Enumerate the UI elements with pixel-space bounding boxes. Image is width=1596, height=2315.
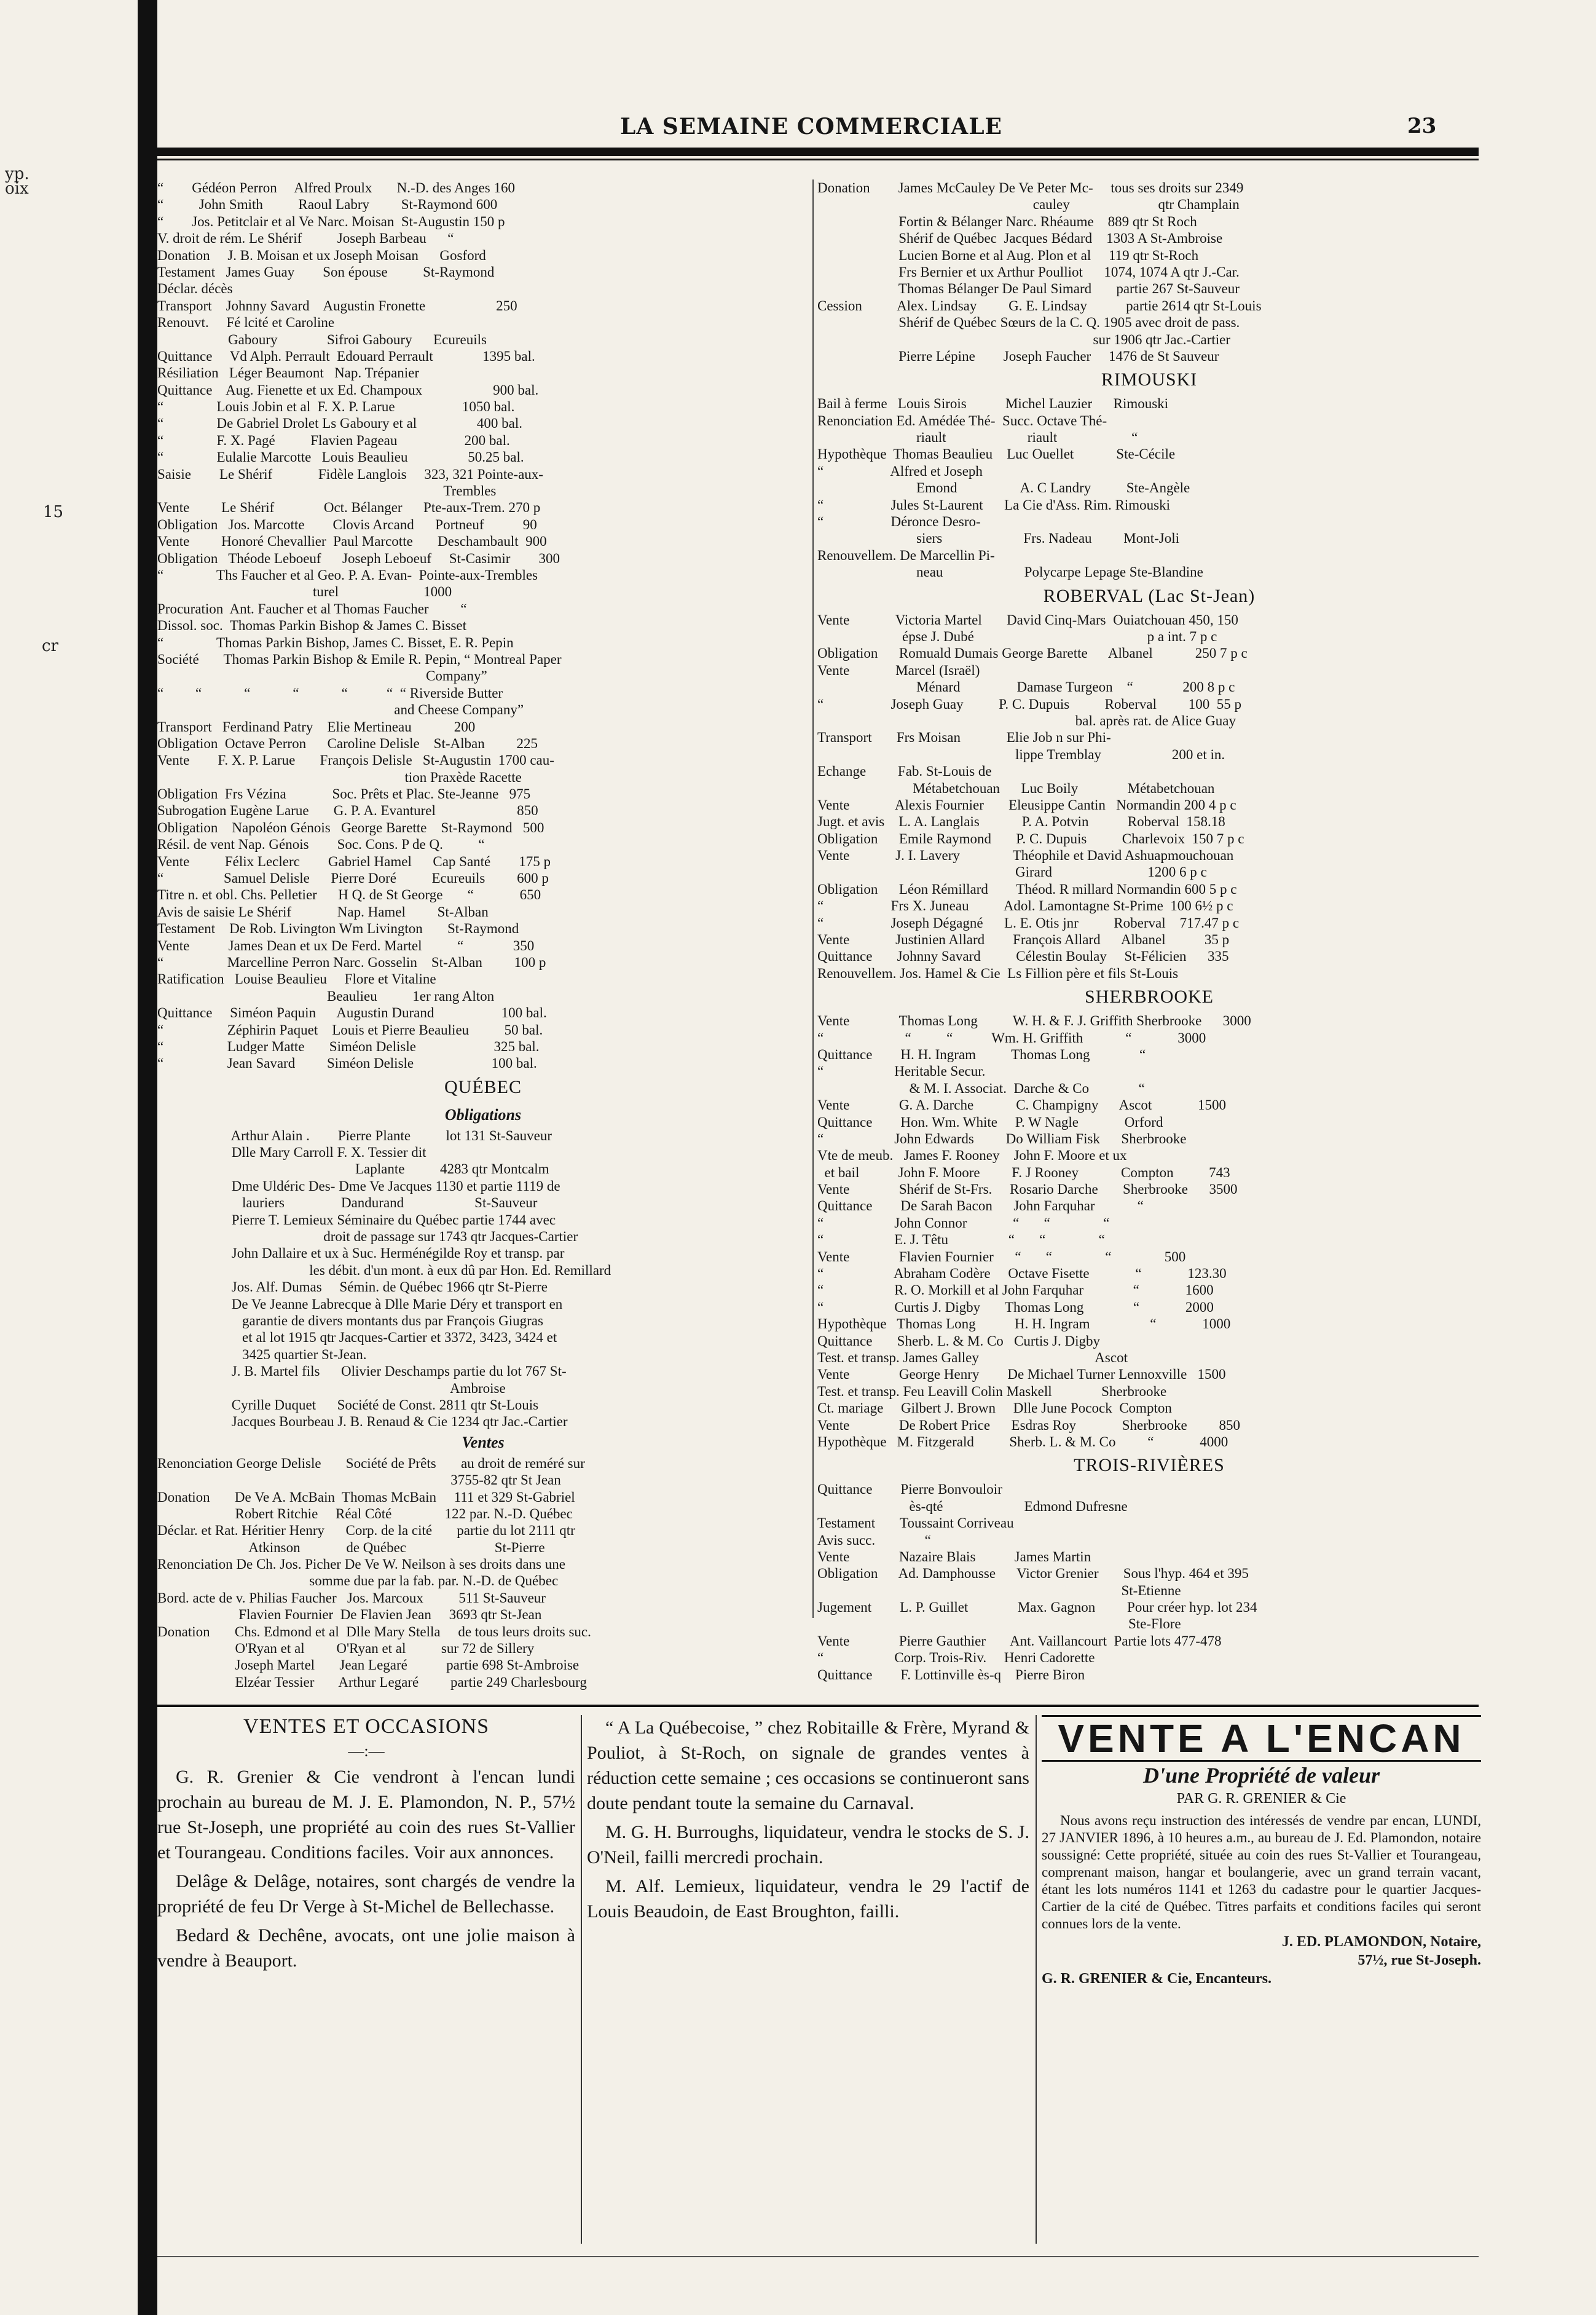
register-line: Cession Alex. Lindsay G. E. Lindsay partie 2614 qtr St-Louis	[817, 298, 1262, 314]
register-line: Ménard Damase Turgeon “ 200 8 p c	[817, 679, 1235, 695]
subsection-title: Obligations	[444, 1105, 522, 1124]
register-line: Obligation Emile Raymond P. C. Dupuis Charlevoix 150 7 p c	[817, 830, 1244, 846]
register-line: épse J. Dubé p a int. 7 p c	[817, 628, 1217, 644]
register-line: et bail John F. Moore F. J Rooney Compton 743	[817, 1164, 1230, 1180]
register-line: Vente Victoria Martel David Cinq-Mars Ouiatchouan 450, 150	[817, 612, 1238, 628]
register-line: Renonciation George Delisle Société de Prêts au droit de reméré sur	[157, 1455, 585, 1471]
register-line: Quittance Vd Alph. Perrault Edouard Perrault 1395 bal.	[157, 348, 535, 364]
register-line: Résiliation Léger Beaumont Nap. Trépanier	[157, 365, 420, 381]
ad-paragraph: “ A La Québecoise, ” chez Robitaille & Frère, Myrand & Pouliot, à St-Roch, on signale de grandes ventes à réduction cette semaine ; ces occasions se continueront sans doute pendant toute la semaine du Carnaval.	[587, 1718, 1029, 1813]
ad-separator	[581, 1715, 582, 2244]
register-line: Vente Alexis Fournier Eleusippe Cantin Normandin 200 4 p c	[817, 797, 1236, 813]
register-line: Vente J. I. Lavery Théophile et David Ashuapmouchouan	[817, 848, 1234, 864]
register-line: “ Jean Savard Siméon Delisle 100 bal.	[157, 1055, 537, 1071]
register-line: Subrogation Eugène Larue G. P. A. Evanturel 850	[157, 803, 538, 819]
newspaper-title: LA SEMAINE COMMERCIALE	[620, 114, 1002, 140]
register-line: Renouvellem. Jos. Hamel & Cie Ls Fillion père et fils St-Louis	[817, 965, 1179, 981]
register-line: “ Jos. Petitclair et al Ve Narc. Moisan St-Augustin 150 p	[157, 213, 505, 229]
register-line: & M. I. Associat. Darche & Co “	[817, 1080, 1145, 1096]
register-line: “ John Connor “ “ “	[817, 1215, 1110, 1231]
register-line: Vente Justinien Allard François Allard Albanel 35 p	[817, 932, 1230, 948]
ad-paragraph: M. Alf. Lemieux, liquidateur, vendra le 29 l'actif de Louis Beaudoin, de East Broughton, failli.	[587, 1876, 1029, 1922]
register-line: Donation James McCauley De Ve Peter Mc- tous ses droits sur 2349	[817, 180, 1244, 195]
register-line: Thomas Bélanger De Paul Simard partie 267 St-Sauveur	[817, 281, 1240, 297]
register-line: Laplante 4283 qtr Montcalm	[157, 1161, 549, 1177]
register-line: Quittance De Sarah Bacon John Farquhar “	[817, 1198, 1144, 1214]
register-line: “ Eulalie Marcotte Louis Beaulieu 50.25 bal.	[157, 449, 524, 465]
register-line: Vente Le Shérif Oct. Bélanger Pte-aux-Trem. 270 p	[157, 500, 541, 516]
register-line: Déclar. et Rat. Héritier Henry Corp. de la cité partie du lot 2111 qtr	[157, 1523, 575, 1539]
auction-signature: G. R. GRENIER & Cie, Encanteurs.	[1042, 1971, 1272, 1987]
register-line: Donation Chs. Edmond et al Dlle Mary Stella de tous leurs droits suc.	[157, 1623, 591, 1639]
register-line: Girard 1200 6 p c	[817, 864, 1207, 880]
ad-ventes-occasions	[157, 1715, 575, 2244]
register-line: Company”	[157, 668, 487, 684]
register-line: Testament James Guay Son épouse St-Raymond	[157, 264, 495, 280]
binding-edge-bar	[138, 0, 157, 2315]
register-line: Quittance Aug. Fienette et ux Ed. Champoux 900 bal.	[157, 382, 539, 398]
register-line: Jacques Bourbeau J. B. Renaud & Cie 1234 qtr Jac.-Cartier	[157, 1414, 568, 1430]
register-line: Transport Johnny Savard Augustin Fronette 250	[157, 298, 517, 314]
auction-body: Nous avons reçu instruction des intéressés de vendre par encan, LUNDI, 27 JANVIER 1896, à 10 heures a.m., au bureau de J. Ed. Plamondon, notaire soussigné: Cette propriété, située au coin des rues St-Vallier et Tourangeau, comprenant maison, hangar et boulangerie, avec un grand terrain vacant, étant les lots numéros 1141 et 1263 du cadastre pour le quartier Jacques-Cartier de la cité de Québec. Titres parfaits et conditions faciles qui seront connues lors de la vente.	[1042, 1813, 1481, 1931]
ad-dash: —:—	[348, 1742, 385, 1760]
register-line: Quittance Hon. Wm. White P. W Nagle Orford	[817, 1114, 1163, 1130]
register-line: Obligation Octave Perron Caroline Delisle St-Alban 225	[157, 735, 538, 751]
header-rule	[157, 148, 1479, 156]
register-line: Transport Frs Moisan Elie Job n sur Phi-	[817, 730, 1111, 746]
register-line: sur 1906 qtr Jac.-Cartier	[817, 331, 1231, 347]
register-line: Vente Félix Leclerc Gabriel Hamel Cap Santé 175 p	[157, 853, 551, 869]
register-line: “ Joseph Dégagné L. E. Otis jnr Roberval 717.47 p c	[817, 915, 1240, 931]
subsection-title: Ventes	[462, 1433, 505, 1451]
register-line: Transport Ferdinand Patry Elie Mertineau 200	[157, 719, 476, 735]
register-line: “ Ths Faucher et al Geo. P. A. Evan- Pointe-aux-Trembles	[157, 567, 538, 583]
margin-note: 15	[43, 503, 64, 521]
register-line: Elzéar Tessier Arthur Legaré partie 249 Charlesbourg	[157, 1674, 587, 1690]
auction-subtitle: D'une Propriété de valeur	[1143, 1763, 1380, 1788]
register-line: ès-qté Edmond Dufresne	[817, 1498, 1128, 1514]
register-line: “ John Edwards Do William Fisk Sherbrooke	[817, 1130, 1187, 1146]
register-line: 3755-82 qtr St Jean	[157, 1472, 561, 1488]
register-line: Shérif de Québec Sœurs de la C. Q. 1905 avec droit de pass.	[817, 315, 1240, 331]
footer-rule	[157, 2256, 1479, 2257]
register-line: Pierre Lépine Joseph Faucher 1476 de St Sauveur	[817, 348, 1219, 364]
register-line: Vente George Henry De Michael Turner Lennoxville 1500	[817, 1367, 1226, 1382]
register-line: Jugement L. P. Guillet Max. Gagnon Pour créer hyp. lot 234	[817, 1599, 1257, 1615]
register-line: Vente Marcel (Israël)	[817, 662, 980, 678]
register-line: Quittance Johnny Savard Célestin Boulay St-Félicien 335	[817, 948, 1229, 964]
register-line: Dlle Mary Carroll F. X. Tessier dit	[157, 1145, 427, 1161]
register-line: “ R. O. Morkill et al John Farquhar “ 1600	[817, 1282, 1214, 1298]
register-line: Obligation Romuald Dumais George Barette Albanel 250 7 p c	[817, 645, 1248, 661]
ad-separator	[1036, 1715, 1037, 2244]
register-line: De Ve Jeanne Labrecque à Dlle Marie Déry et transport en	[157, 1296, 563, 1312]
register-line: Jugt. et avis L. A. Langlais P. A. Potvin Roberval 158.18	[817, 814, 1225, 830]
register-line: “ Zéphirin Paquet Louis et Pierre Beaulieu 50 bal.	[157, 1022, 543, 1038]
register-line: Résil. de vent Nap. Génois Soc. Cons. P de Q. “	[157, 837, 485, 853]
register-line: tion Praxède Racette	[157, 769, 522, 785]
margin-note: oix	[5, 179, 29, 198]
ad-paragraph: G. R. Grenier & Cie vendront à l'encan lundi prochain au bureau de M. J. E. Plamondon, N. P., 57½ rue St-Joseph, une propriété au coin des rues St-Vallier et Tourangeau. Conditions faciles. Voir aux annonces.	[157, 1767, 575, 1863]
register-line: Testament Toussaint Corriveau	[817, 1515, 1014, 1531]
register-line: Renouvt. Fé lcité et Caroline	[157, 315, 335, 331]
register-line: “ Marcelline Perron Narc. Gosselin St-Alban 100 p	[157, 954, 546, 970]
register-line: “ Abraham Codère Octave Fisette “ 123.30	[817, 1266, 1227, 1282]
register-line: “ De Gabriel Drolet Ls Gaboury et al 400 bal.	[157, 416, 523, 432]
section-title-sherbrooke: SHERBROOKE	[1084, 987, 1214, 1008]
register-line: somme due par la fab. par. N.-D. de Québec	[157, 1573, 559, 1589]
register-line: Renonciation De Ch. Jos. Picher De Ve W. Neilson à ses droits dans une	[157, 1556, 565, 1572]
register-line: Vente Thomas Long W. H. & F. J. Griffith Sherbrooke 3000	[817, 1013, 1251, 1029]
register-line: “ E. J. Têtu “ “ “	[817, 1232, 1105, 1248]
register-line: “ Curtis J. Digby Thomas Long “ 2000	[817, 1299, 1214, 1315]
ad-vente-encan	[1042, 1715, 1481, 2244]
ad-title: VENTES ET OCCASIONS	[243, 1715, 489, 1738]
register-line: 3425 quartier St-Jean.	[157, 1346, 367, 1362]
register-line: Vente Flavien Fournier “ “ “ 500	[817, 1248, 1186, 1264]
register-line: Robert Ritchie Réal Côté 122 par. N.-D. Québec	[157, 1505, 573, 1521]
auction-title: VENTE A L'ENCAN	[1042, 1715, 1481, 1762]
register-line: Arthur Alain . Pierre Plante lot 131 St-Sauveur	[157, 1127, 552, 1143]
register-line: Renouvellem. De Marcellin Pi-	[817, 547, 995, 563]
ad-paragraph: Bedard & Dechêne, avocats, ont une jolie maison à vendre à Beauport.	[157, 1925, 575, 1971]
register-line: Avis succ. “	[817, 1532, 931, 1548]
register-line: Testament De Rob. Livington Wm Livington St-Raymond	[157, 921, 519, 937]
section-rule	[157, 1705, 1479, 1707]
register-line: “ Samuel Delisle Pierre Doré Ecureuils 600 p	[157, 870, 549, 886]
register-line: Vente James Dean et ux De Ferd. Martel “ 350	[157, 937, 535, 953]
register-line: Dme Uldéric Des- Dme Ve Jacques 1130 et partie 1119 de	[157, 1178, 560, 1194]
register-line: Vte de meub. James F. Rooney John F. Moore et ux	[817, 1148, 1127, 1164]
register-line: “ Gédéon Perron Alfred Proulx N.-D. des Anges 160	[157, 180, 515, 195]
register-line: Renonciation Ed. Amédée Thé- Succ. Octave Thé-	[817, 412, 1107, 428]
register-line: Vente Pierre Gauthier Ant. Vaillancourt Partie lots 477-478	[817, 1633, 1222, 1649]
register-line: Trembles	[157, 483, 497, 499]
register-line: neau Polycarpe Lepage Ste-Blandine	[817, 564, 1203, 580]
register-line: Vente F. X. P. Larue François Delisle St-Augustin 1700 cau-	[157, 752, 554, 768]
register-line: Beaulieu 1er rang Alton	[157, 988, 495, 1004]
register-line: Atkinson de Québec St-Pierre	[157, 1539, 545, 1555]
register-line: Vente Shérif de St-Frs. Rosario Darche Sherbrooke 3500	[817, 1181, 1238, 1197]
ad-paragraph: Delâge & Delâge, notaires, sont chargés de vendre la propriété de feu Dr Verge à St-Michel de Bellechasse.	[157, 1871, 575, 1917]
auction-signature: J. ED. PLAMONDON, Notaire,	[1281, 1934, 1481, 1950]
auction-by: PAR G. R. GRENIER & Cie	[1176, 1791, 1346, 1807]
register-line: John Dallaire et ux à Suc. Herménégilde Roy et transp. par	[157, 1245, 565, 1261]
register-line: “ Heritable Secur.	[817, 1063, 986, 1079]
register-line: Echange Fab. St-Louis de	[817, 763, 992, 779]
register-line: lauriers Dandurand St-Sauveur	[157, 1195, 538, 1211]
register-line: Société Thomas Parkin Bishop & Emile R. Pepin, “ Montreal Paper	[157, 651, 562, 667]
register-line: “ Louis Jobin et al F. X. P. Larue 1050 bal.	[157, 399, 515, 415]
register-line: Frs Bernier et ux Arthur Poulliot 1074, 1074 A qtr J.-Car.	[817, 264, 1240, 280]
register-line: Saisie Le Shérif Fidèle Langlois 323, 321 Pointe-aux-	[157, 466, 543, 482]
register-line: Joseph Martel Jean Legaré partie 698 St-Ambroise	[157, 1657, 580, 1673]
register-line: les débit. d'un mont. à eux dû par Hon. Ed. Remillard	[157, 1262, 611, 1278]
register-line: Gaboury Sifroi Gaboury Ecureuils	[157, 331, 487, 347]
register-line: “ Déronce Desro-	[817, 514, 981, 530]
margin-note: yp.	[5, 165, 29, 183]
register-line: Ratification Louise Beaulieu Flore et Vitaline	[157, 971, 436, 987]
register-line: Ambroise	[157, 1380, 506, 1396]
column-divider	[812, 179, 814, 1618]
register-line: Obligation Léon Rémillard Théod. R millard Normandin 600 5 p c	[817, 881, 1237, 897]
register-line: Test. et transp. Feu Leavill Colin Maskell Sherbrooke	[817, 1383, 1167, 1399]
register-line: Hypothèque Thomas Long H. H. Ingram “ 1000	[817, 1316, 1231, 1332]
register-line: Jos. Alf. Dumas Sémin. de Québec 1966 qtr St-Pierre	[157, 1279, 548, 1295]
register-line: Obligation Napoléon Génois George Barette St-Raymond 500	[157, 819, 544, 835]
register-line: Hypothèque Thomas Beaulieu Luc Ouellet Ste-Cécile	[817, 446, 1176, 462]
register-line: Hypothèque M. Fitzgerald Sherb. L. & M. Co “ 4000	[817, 1434, 1228, 1449]
right-column	[817, 179, 1481, 1682]
register-line: Déclar. décès	[157, 281, 233, 297]
register-line: Donation J. B. Moisan et ux Joseph Moisan Gosford	[157, 247, 486, 263]
register-line: “ Frs X. Juneau Adol. Lamontagne St-Prime 100 6½ p c	[817, 898, 1233, 914]
register-line: riault riault “	[817, 430, 1138, 446]
register-line: Quittance Pierre Bonvouloir	[817, 1481, 1002, 1497]
register-line: Vente Nazaire Blais James Martin	[817, 1548, 1091, 1564]
ad-quebecoise	[587, 1715, 1029, 2244]
section-title-rimouski: RIMOUSKI	[1101, 369, 1198, 390]
register-line: Obligation Jos. Marcotte Clovis Arcand Portneuf 90	[157, 516, 537, 532]
register-line: “ John Smith Raoul Labry St-Raymond 600	[157, 197, 498, 213]
section-title-quebec: QUÉBEC	[444, 1076, 522, 1097]
register-line: “ Ludger Matte Siméon Delisle 325 bal.	[157, 1038, 540, 1054]
register-line: and Cheese Company”	[157, 702, 524, 718]
register-line: turel 1000	[157, 584, 452, 600]
register-line: Dissol. soc. Thomas Parkin Bishop & James C. Bisset	[157, 618, 467, 634]
register-line: Obligation Frs Vézina Soc. Prêts et Plac. Ste-Jeanne 975	[157, 786, 531, 802]
page-number: 23	[1407, 114, 1437, 138]
register-line: Vente Honoré Chevallier Paul Marcotte Deschambault 900	[157, 534, 547, 550]
register-line: “ “ “ “ “ “ “ Riverside Butter	[157, 685, 503, 701]
register-line: Ste-Flore	[817, 1616, 1181, 1632]
register-line: Pierre T. Lemieux Séminaire du Québec partie 1744 avec	[157, 1212, 556, 1228]
register-line: Test. et transp. James Galley Ascot	[817, 1350, 1128, 1365]
register-line: Cyrille Duquet Société de Const. 2811 qtr St-Louis	[157, 1397, 539, 1413]
register-line: Quittance Sherb. L. & M. Co Curtis J. Digby	[817, 1333, 1100, 1349]
register-line: Shérif de Québec Jacques Bédard 1303 A St-Ambroise	[817, 231, 1223, 246]
register-line: Ct. mariage Gilbert J. Brown Dlle June Pocock Compton	[817, 1400, 1172, 1416]
register-line: Fortin & Bélanger Narc. Rhéaume 889 qtr St Roch	[817, 213, 1197, 229]
register-line: Avis de saisie Le Shérif Nap. Hamel St-Alban	[157, 904, 489, 920]
register-line: Obligation Théode Leboeuf Joseph Leboeuf St-Casimir 300	[157, 550, 560, 566]
register-line: garantie de divers montants dus par François Giugras	[157, 1313, 543, 1328]
register-line: Obligation Ad. Damphousse Victor Grenier Sous l'hyp. 464 et 395	[817, 1566, 1249, 1582]
section-title-roberval: ROBERVAL (Lac St-Jean)	[1043, 585, 1256, 606]
register-line: bal. après rat. de Alice Guay	[817, 712, 1236, 728]
register-line: Vente De Robert Price Esdras Roy Sherbrooke 850	[817, 1417, 1240, 1433]
ad-paragraph: M. G. H. Burroughs, liquidateur, vendra le stocks de S. J. O'Neil, failli mercredi prochain.	[587, 1822, 1029, 1867]
register-line: “ Joseph Guay P. C. Dupuis Roberval 100 55 p	[817, 696, 1241, 712]
register-line: cauley qtr Champlain	[817, 197, 1240, 213]
register-line: J. B. Martel fils Olivier Deschamps partie du lot 767 St-	[157, 1363, 567, 1379]
register-line: droit de passage sur 1743 qtr Jacques-Cartier	[157, 1229, 578, 1245]
register-line: Quittance F. Lottinville ès-q Pierre Biron	[817, 1666, 1085, 1682]
register-line: “ F. X. Pagé Flavien Pageau 200 bal.	[157, 432, 510, 448]
margin-note: cr	[42, 637, 58, 655]
register-line: Quittance H. H. Ingram Thomas Long “	[817, 1046, 1146, 1062]
left-column	[157, 179, 809, 1704]
auction-signature: 57½, rue St-Joseph.	[1358, 1952, 1481, 1968]
register-line: O'Ryan et al O'Ryan et al sur 72 de Sillery	[157, 1641, 535, 1657]
register-line: et al lot 1915 qtr Jacques-Cartier et 3372, 3423, 3424 et	[157, 1330, 557, 1346]
register-line: St-Etienne	[817, 1582, 1181, 1598]
register-line: “ Alfred et Joseph	[817, 463, 983, 479]
register-line: Flavien Fournier De Flavien Jean 3693 qtr St-Jean	[157, 1607, 542, 1623]
section-title-trois-rivieres: TROIS-RIVIÈRES	[1074, 1455, 1225, 1476]
header-rule-thin	[157, 159, 1479, 160]
register-line: Emond A. C Landry Ste-Angèle	[817, 480, 1190, 496]
register-line: lippe Tremblay 200 et in.	[817, 746, 1225, 762]
register-line: Bord. acte de v. Philias Faucher Jos. Marcoux 511 St-Sauveur	[157, 1590, 546, 1606]
register-line: Quittance Siméon Paquin Augustin Durand 100 bal.	[157, 1005, 547, 1021]
register-line: “ “ “ Wm. H. Griffith “ 3000	[817, 1030, 1206, 1046]
register-line: “ Corp. Trois-Riv. Henri Cadorette	[817, 1650, 1095, 1666]
register-line: V. droit de rém. Le Shérif Joseph Barbeau “	[157, 231, 454, 246]
register-line: Vente G. A. Darche C. Champigny Ascot 1500	[817, 1097, 1227, 1113]
register-line: “ Jules St-Laurent La Cie d'Ass. Rim. Rimouski	[817, 497, 1171, 513]
register-line: Procuration Ant. Faucher et al Thomas Faucher “	[157, 601, 467, 617]
register-line: Métabetchouan Luc Boily Métabetchouan	[817, 780, 1215, 796]
register-line: Titre n. et obl. Chs. Pelletier H Q. de St George “ 650	[157, 887, 541, 903]
register-line: Bail à ferme Louis Sirois Michel Lauzier Rimouski	[817, 396, 1169, 412]
register-line: “ Thomas Parkin Bishop, James C. Bisset, E. R. Pepin	[157, 634, 514, 650]
register-line: siers Frs. Nadeau Mont-Joli	[817, 530, 1180, 546]
register-line: Lucien Borne et al Aug. Plon et al 119 qtr St-Roch	[817, 247, 1199, 263]
register-line: Donation De Ve A. McBain Thomas McBain 111 et 329 St-Gabriel	[157, 1489, 575, 1505]
